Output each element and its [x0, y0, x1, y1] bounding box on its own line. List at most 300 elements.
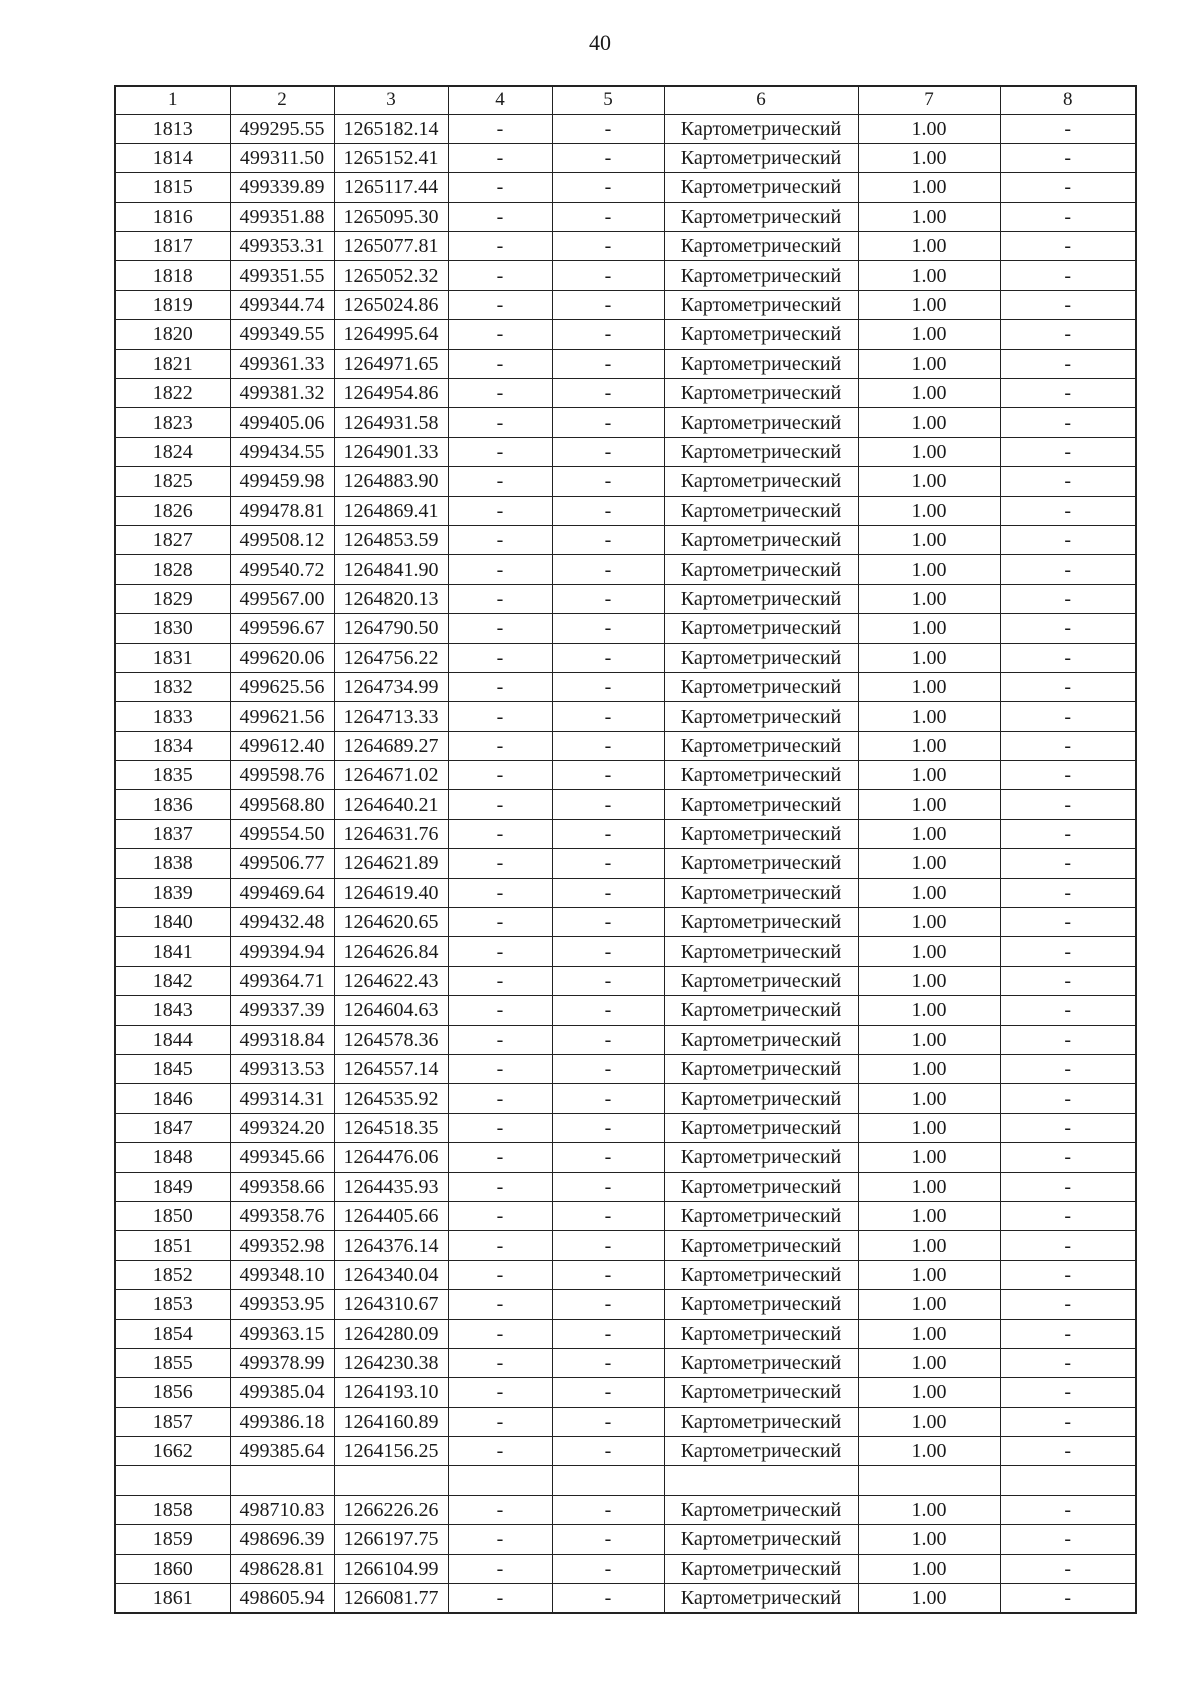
- col5-cell: -: [552, 290, 664, 319]
- col8-cell: -: [1000, 819, 1136, 848]
- method-cell: Картометрический: [664, 290, 858, 319]
- method-cell: Картометрический: [664, 379, 858, 408]
- x-coordinate-cell: 499361.33: [230, 349, 334, 378]
- point-number-cell: 1830: [115, 614, 230, 643]
- point-number-cell: 1854: [115, 1319, 230, 1348]
- y-coordinate-cell: 1264619.40: [334, 878, 448, 907]
- col8-cell: -: [1000, 849, 1136, 878]
- x-coordinate-cell: 499358.66: [230, 1172, 334, 1201]
- col8-cell: -: [1000, 672, 1136, 701]
- col5-cell: -: [552, 966, 664, 995]
- point-number-cell: 1855: [115, 1348, 230, 1377]
- accuracy-cell: 1.00: [858, 202, 1000, 231]
- method-cell: Картометрический: [664, 702, 858, 731]
- y-coordinate-cell: 1264535.92: [334, 1084, 448, 1113]
- point-number-cell: 1822: [115, 379, 230, 408]
- table-row: [115, 496, 1136, 525]
- method-cell: Картометрический: [664, 761, 858, 790]
- point-number-cell: 1831: [115, 643, 230, 672]
- x-coordinate-cell: 499358.76: [230, 1201, 334, 1230]
- table-row: [115, 790, 1136, 819]
- point-number-cell: 1813: [115, 114, 230, 143]
- col8-cell: -: [1000, 1348, 1136, 1377]
- col4-cell: -: [448, 937, 552, 966]
- table-row: [115, 408, 1136, 437]
- col4-cell: -: [448, 849, 552, 878]
- method-cell: Картометрический: [664, 1348, 858, 1377]
- table-row: [115, 966, 1136, 995]
- x-coordinate-cell: 499625.56: [230, 672, 334, 701]
- accuracy-cell: 1.00: [858, 1348, 1000, 1377]
- x-coordinate-cell: 499352.98: [230, 1231, 334, 1260]
- method-cell: Картометрический: [664, 525, 858, 554]
- col5-cell: -: [552, 1143, 664, 1172]
- point-number-cell: 1836: [115, 790, 230, 819]
- method-cell: Картометрический: [664, 849, 858, 878]
- col8-cell: -: [1000, 643, 1136, 672]
- y-coordinate-cell: 1264931.58: [334, 408, 448, 437]
- x-coordinate-cell: 499314.31: [230, 1084, 334, 1113]
- col4-cell: -: [448, 1437, 552, 1466]
- y-coordinate-cell: 1264604.63: [334, 996, 448, 1025]
- col4-cell: -: [448, 1172, 552, 1201]
- col8-cell: -: [1000, 584, 1136, 613]
- table-row: [115, 202, 1136, 231]
- accuracy-cell: 1.00: [858, 1113, 1000, 1142]
- accuracy-cell: 1.00: [858, 1407, 1000, 1436]
- col5-cell: -: [552, 1378, 664, 1407]
- col5-cell: -: [552, 1025, 664, 1054]
- col8-cell: -: [1000, 1525, 1136, 1554]
- table-row: [115, 1466, 1136, 1495]
- x-coordinate-cell: 499432.48: [230, 908, 334, 937]
- x-coordinate-cell: 499567.00: [230, 584, 334, 613]
- point-number-cell: 1825: [115, 467, 230, 496]
- accuracy-cell: 1.00: [858, 1055, 1000, 1084]
- accuracy-cell: 1.00: [858, 1172, 1000, 1201]
- y-coordinate-cell: 1264841.90: [334, 555, 448, 584]
- point-number-cell: 1847: [115, 1113, 230, 1142]
- y-coordinate-cell: 1264160.89: [334, 1407, 448, 1436]
- col8-cell: [1000, 1466, 1136, 1495]
- accuracy-cell: 1.00: [858, 761, 1000, 790]
- y-coordinate-cell: 1266081.77: [334, 1584, 448, 1613]
- x-coordinate-cell: [230, 1466, 334, 1495]
- table-row: [115, 1084, 1136, 1113]
- point-number-cell: 1856: [115, 1378, 230, 1407]
- y-coordinate-cell: 1265095.30: [334, 202, 448, 231]
- col5-cell: -: [552, 1172, 664, 1201]
- col8-cell: -: [1000, 1113, 1136, 1142]
- col5-cell: -: [552, 349, 664, 378]
- column-header: 2: [230, 86, 334, 114]
- point-number-cell: 1828: [115, 555, 230, 584]
- col4-cell: -: [448, 966, 552, 995]
- method-cell: Картометрический: [664, 1378, 858, 1407]
- col8-cell: -: [1000, 290, 1136, 319]
- point-number-cell: 1860: [115, 1554, 230, 1583]
- y-coordinate-cell: 1264230.38: [334, 1348, 448, 1377]
- point-number-cell: 1834: [115, 731, 230, 760]
- col5-cell: -: [552, 643, 664, 672]
- col4-cell: -: [448, 261, 552, 290]
- col8-cell: -: [1000, 261, 1136, 290]
- x-coordinate-cell: 499349.55: [230, 320, 334, 349]
- point-number-cell: 1827: [115, 525, 230, 554]
- table-row: [115, 614, 1136, 643]
- x-coordinate-cell: 499620.06: [230, 643, 334, 672]
- col4-cell: -: [448, 232, 552, 261]
- col4-cell: -: [448, 349, 552, 378]
- column-header: 1: [115, 86, 230, 114]
- table-row: [115, 702, 1136, 731]
- x-coordinate-cell: 498696.39: [230, 1525, 334, 1554]
- col8-cell: -: [1000, 966, 1136, 995]
- accuracy-cell: 1.00: [858, 1201, 1000, 1230]
- x-coordinate-cell: 499345.66: [230, 1143, 334, 1172]
- table-row: [115, 232, 1136, 261]
- accuracy-cell: 1.00: [858, 1378, 1000, 1407]
- x-coordinate-cell: 499478.81: [230, 496, 334, 525]
- col8-cell: -: [1000, 1260, 1136, 1289]
- y-coordinate-cell: 1264901.33: [334, 437, 448, 466]
- method-cell: Картометрический: [664, 202, 858, 231]
- x-coordinate-cell: 499353.95: [230, 1290, 334, 1319]
- method-cell: Картометрический: [664, 996, 858, 1025]
- x-coordinate-cell: 499394.94: [230, 937, 334, 966]
- col8-cell: -: [1000, 1172, 1136, 1201]
- col8-cell: -: [1000, 1084, 1136, 1113]
- accuracy-cell: 1.00: [858, 937, 1000, 966]
- point-number-cell: 1859: [115, 1525, 230, 1554]
- table-row: [115, 1201, 1136, 1230]
- col8-cell: -: [1000, 143, 1136, 172]
- col5-cell: -: [552, 1113, 664, 1142]
- method-cell: Картометрический: [664, 261, 858, 290]
- y-coordinate-cell: 1264756.22: [334, 643, 448, 672]
- col8-cell: -: [1000, 1437, 1136, 1466]
- table-row: [115, 1495, 1136, 1524]
- point-number-cell: 1848: [115, 1143, 230, 1172]
- method-cell: Картометрический: [664, 114, 858, 143]
- col4-cell: -: [448, 143, 552, 172]
- accuracy-cell: 1.00: [858, 996, 1000, 1025]
- col8-cell: -: [1000, 878, 1136, 907]
- x-coordinate-cell: 499351.55: [230, 261, 334, 290]
- table-row: [115, 584, 1136, 613]
- method-cell: Картометрический: [664, 496, 858, 525]
- accuracy-cell: [858, 1466, 1000, 1495]
- col8-cell: -: [1000, 996, 1136, 1025]
- col4-cell: -: [448, 790, 552, 819]
- accuracy-cell: 1.00: [858, 1495, 1000, 1524]
- y-coordinate-cell: 1264995.64: [334, 320, 448, 349]
- method-cell: [664, 1466, 858, 1495]
- y-coordinate-cell: 1265152.41: [334, 143, 448, 172]
- table-row: [115, 1231, 1136, 1260]
- table-row: [115, 1260, 1136, 1289]
- col5-cell: -: [552, 467, 664, 496]
- method-cell: Картометрический: [664, 1407, 858, 1436]
- col4-cell: -: [448, 1554, 552, 1583]
- col5-cell: -: [552, 555, 664, 584]
- point-number-cell: 1841: [115, 937, 230, 966]
- method-cell: Картометрический: [664, 1319, 858, 1348]
- method-cell: Картометрический: [664, 1554, 858, 1583]
- method-cell: Картометрический: [664, 643, 858, 672]
- x-coordinate-cell: 499344.74: [230, 290, 334, 319]
- col4-cell: -: [448, 496, 552, 525]
- x-coordinate-cell: 499459.98: [230, 467, 334, 496]
- x-coordinate-cell: 499405.06: [230, 408, 334, 437]
- accuracy-cell: 1.00: [858, 1260, 1000, 1289]
- point-number-cell: 1840: [115, 908, 230, 937]
- accuracy-cell: 1.00: [858, 584, 1000, 613]
- method-cell: Картометрический: [664, 232, 858, 261]
- table-row: [115, 1319, 1136, 1348]
- col5-cell: -: [552, 1348, 664, 1377]
- x-coordinate-cell: 498605.94: [230, 1584, 334, 1613]
- x-coordinate-cell: 499506.77: [230, 849, 334, 878]
- accuracy-cell: 1.00: [858, 143, 1000, 172]
- table-row: [115, 143, 1136, 172]
- col8-cell: -: [1000, 173, 1136, 202]
- method-cell: Картометрический: [664, 672, 858, 701]
- accuracy-cell: 1.00: [858, 1143, 1000, 1172]
- table-row: [115, 467, 1136, 496]
- col4-cell: -: [448, 584, 552, 613]
- y-coordinate-cell: 1264620.65: [334, 908, 448, 937]
- accuracy-cell: 1.00: [858, 467, 1000, 496]
- x-coordinate-cell: 499295.55: [230, 114, 334, 143]
- y-coordinate-cell: 1265117.44: [334, 173, 448, 202]
- y-coordinate-cell: 1264734.99: [334, 672, 448, 701]
- col5-cell: -: [552, 1260, 664, 1289]
- col4-cell: -: [448, 1055, 552, 1084]
- col5-cell: -: [552, 1437, 664, 1466]
- accuracy-cell: 1.00: [858, 232, 1000, 261]
- accuracy-cell: 1.00: [858, 349, 1000, 378]
- x-coordinate-cell: 498710.83: [230, 1495, 334, 1524]
- table-row: [115, 173, 1136, 202]
- col4-cell: -: [448, 908, 552, 937]
- point-number-cell: 1837: [115, 819, 230, 848]
- method-cell: Картометрический: [664, 1495, 858, 1524]
- col5-cell: -: [552, 202, 664, 231]
- table-row: [115, 937, 1136, 966]
- accuracy-cell: 1.00: [858, 1319, 1000, 1348]
- x-coordinate-cell: 499596.67: [230, 614, 334, 643]
- table-row: [115, 731, 1136, 760]
- col5-cell: -: [552, 261, 664, 290]
- x-coordinate-cell: 499540.72: [230, 555, 334, 584]
- point-number-cell: 1826: [115, 496, 230, 525]
- y-coordinate-cell: 1264376.14: [334, 1231, 448, 1260]
- table-row: [115, 819, 1136, 848]
- accuracy-cell: 1.00: [858, 437, 1000, 466]
- method-cell: Картометрический: [664, 790, 858, 819]
- point-number-cell: 1815: [115, 173, 230, 202]
- method-cell: Картометрический: [664, 1025, 858, 1054]
- y-coordinate-cell: 1266197.75: [334, 1525, 448, 1554]
- point-number-cell: 1821: [115, 349, 230, 378]
- y-coordinate-cell: 1264557.14: [334, 1055, 448, 1084]
- col4-cell: -: [448, 761, 552, 790]
- point-number-cell: 1849: [115, 1172, 230, 1201]
- col4-cell: -: [448, 1525, 552, 1554]
- col4-cell: -: [448, 1407, 552, 1436]
- y-coordinate-cell: 1264476.06: [334, 1143, 448, 1172]
- method-cell: Картометрический: [664, 1290, 858, 1319]
- y-coordinate-cell: [334, 1466, 448, 1495]
- col4-cell: -: [448, 320, 552, 349]
- col5-cell: -: [552, 1319, 664, 1348]
- point-number-cell: 1820: [115, 320, 230, 349]
- method-cell: Картометрический: [664, 908, 858, 937]
- col8-cell: -: [1000, 1143, 1136, 1172]
- table-row: [115, 1172, 1136, 1201]
- accuracy-cell: 1.00: [858, 320, 1000, 349]
- x-coordinate-cell: 499381.32: [230, 379, 334, 408]
- accuracy-cell: 1.00: [858, 114, 1000, 143]
- col8-cell: -: [1000, 525, 1136, 554]
- accuracy-cell: 1.00: [858, 496, 1000, 525]
- x-coordinate-cell: 499318.84: [230, 1025, 334, 1054]
- col4-cell: -: [448, 1290, 552, 1319]
- method-cell: Картометрический: [664, 878, 858, 907]
- table-row: [115, 261, 1136, 290]
- table-row: [115, 908, 1136, 937]
- y-coordinate-cell: 1264435.93: [334, 1172, 448, 1201]
- col4-cell: -: [448, 555, 552, 584]
- col5-cell: -: [552, 143, 664, 172]
- col8-cell: -: [1000, 731, 1136, 760]
- point-number-cell: 1858: [115, 1495, 230, 1524]
- y-coordinate-cell: 1264954.86: [334, 379, 448, 408]
- y-coordinate-cell: 1264340.04: [334, 1260, 448, 1289]
- accuracy-cell: 1.00: [858, 908, 1000, 937]
- accuracy-cell: 1.00: [858, 1437, 1000, 1466]
- table-row: [115, 1378, 1136, 1407]
- col8-cell: -: [1000, 1495, 1136, 1524]
- col8-cell: -: [1000, 320, 1136, 349]
- method-cell: Картометрический: [664, 1172, 858, 1201]
- y-coordinate-cell: 1264578.36: [334, 1025, 448, 1054]
- point-number-cell: 1819: [115, 290, 230, 319]
- col5-cell: -: [552, 1290, 664, 1319]
- col5-cell: -: [552, 996, 664, 1025]
- point-number-cell: 1823: [115, 408, 230, 437]
- method-cell: Картометрический: [664, 555, 858, 584]
- method-cell: Картометрический: [664, 408, 858, 437]
- point-number-cell: [115, 1466, 230, 1495]
- table-row: [115, 437, 1136, 466]
- method-cell: Картометрический: [664, 143, 858, 172]
- col5-cell: -: [552, 937, 664, 966]
- y-coordinate-cell: 1264621.89: [334, 849, 448, 878]
- point-number-cell: 1845: [115, 1055, 230, 1084]
- accuracy-cell: 1.00: [858, 261, 1000, 290]
- accuracy-cell: 1.00: [858, 819, 1000, 848]
- accuracy-cell: 1.00: [858, 379, 1000, 408]
- column-header: 8: [1000, 86, 1136, 114]
- accuracy-cell: 1.00: [858, 173, 1000, 202]
- point-number-cell: 1835: [115, 761, 230, 790]
- table-row: [115, 1584, 1136, 1613]
- method-cell: Картометрический: [664, 349, 858, 378]
- y-coordinate-cell: 1264820.13: [334, 584, 448, 613]
- col5-cell: -: [552, 320, 664, 349]
- y-coordinate-cell: 1266226.26: [334, 1495, 448, 1524]
- y-coordinate-cell: 1264671.02: [334, 761, 448, 790]
- col5-cell: -: [552, 437, 664, 466]
- col4-cell: -: [448, 467, 552, 496]
- method-cell: Картометрический: [664, 1113, 858, 1142]
- col4-cell: [448, 1466, 552, 1495]
- accuracy-cell: 1.00: [858, 966, 1000, 995]
- col4-cell: -: [448, 1231, 552, 1260]
- x-coordinate-cell: 499348.10: [230, 1260, 334, 1289]
- accuracy-cell: 1.00: [858, 1231, 1000, 1260]
- accuracy-cell: 1.00: [858, 614, 1000, 643]
- y-coordinate-cell: 1264713.33: [334, 702, 448, 731]
- col5-cell: -: [552, 1055, 664, 1084]
- x-coordinate-cell: 498628.81: [230, 1554, 334, 1583]
- method-cell: Картометрический: [664, 173, 858, 202]
- method-cell: Картометрический: [664, 819, 858, 848]
- y-coordinate-cell: 1264631.76: [334, 819, 448, 848]
- method-cell: Картометрический: [664, 1143, 858, 1172]
- col8-cell: -: [1000, 790, 1136, 819]
- table-row: [115, 1554, 1136, 1583]
- table-row: [115, 1407, 1136, 1436]
- method-cell: Картометрический: [664, 1260, 858, 1289]
- x-coordinate-cell: 499469.64: [230, 878, 334, 907]
- y-coordinate-cell: 1265182.14: [334, 114, 448, 143]
- point-number-cell: 1852: [115, 1260, 230, 1289]
- col8-cell: -: [1000, 496, 1136, 525]
- x-coordinate-cell: 499353.31: [230, 232, 334, 261]
- point-number-cell: 1832: [115, 672, 230, 701]
- table-row: [115, 1025, 1136, 1054]
- column-header: 6: [664, 86, 858, 114]
- point-number-cell: 1814: [115, 143, 230, 172]
- col8-cell: -: [1000, 614, 1136, 643]
- y-coordinate-cell: 1266104.99: [334, 1554, 448, 1583]
- y-coordinate-cell: 1264971.65: [334, 349, 448, 378]
- point-number-cell: 1833: [115, 702, 230, 731]
- accuracy-cell: 1.00: [858, 555, 1000, 584]
- col4-cell: -: [448, 702, 552, 731]
- col4-cell: -: [448, 878, 552, 907]
- col4-cell: -: [448, 672, 552, 701]
- table-row: [115, 878, 1136, 907]
- method-cell: Картометрический: [664, 1584, 858, 1613]
- method-cell: Картометрический: [664, 1201, 858, 1230]
- x-coordinate-cell: 499554.50: [230, 819, 334, 848]
- col8-cell: -: [1000, 702, 1136, 731]
- col8-cell: -: [1000, 232, 1136, 261]
- col5-cell: -: [552, 1525, 664, 1554]
- accuracy-cell: 1.00: [858, 1290, 1000, 1319]
- x-coordinate-cell: 499434.55: [230, 437, 334, 466]
- table-row: [115, 1290, 1136, 1319]
- col5-cell: -: [552, 114, 664, 143]
- point-number-cell: 1853: [115, 1290, 230, 1319]
- point-number-cell: 1839: [115, 878, 230, 907]
- x-coordinate-cell: 499378.99: [230, 1348, 334, 1377]
- col5-cell: -: [552, 731, 664, 760]
